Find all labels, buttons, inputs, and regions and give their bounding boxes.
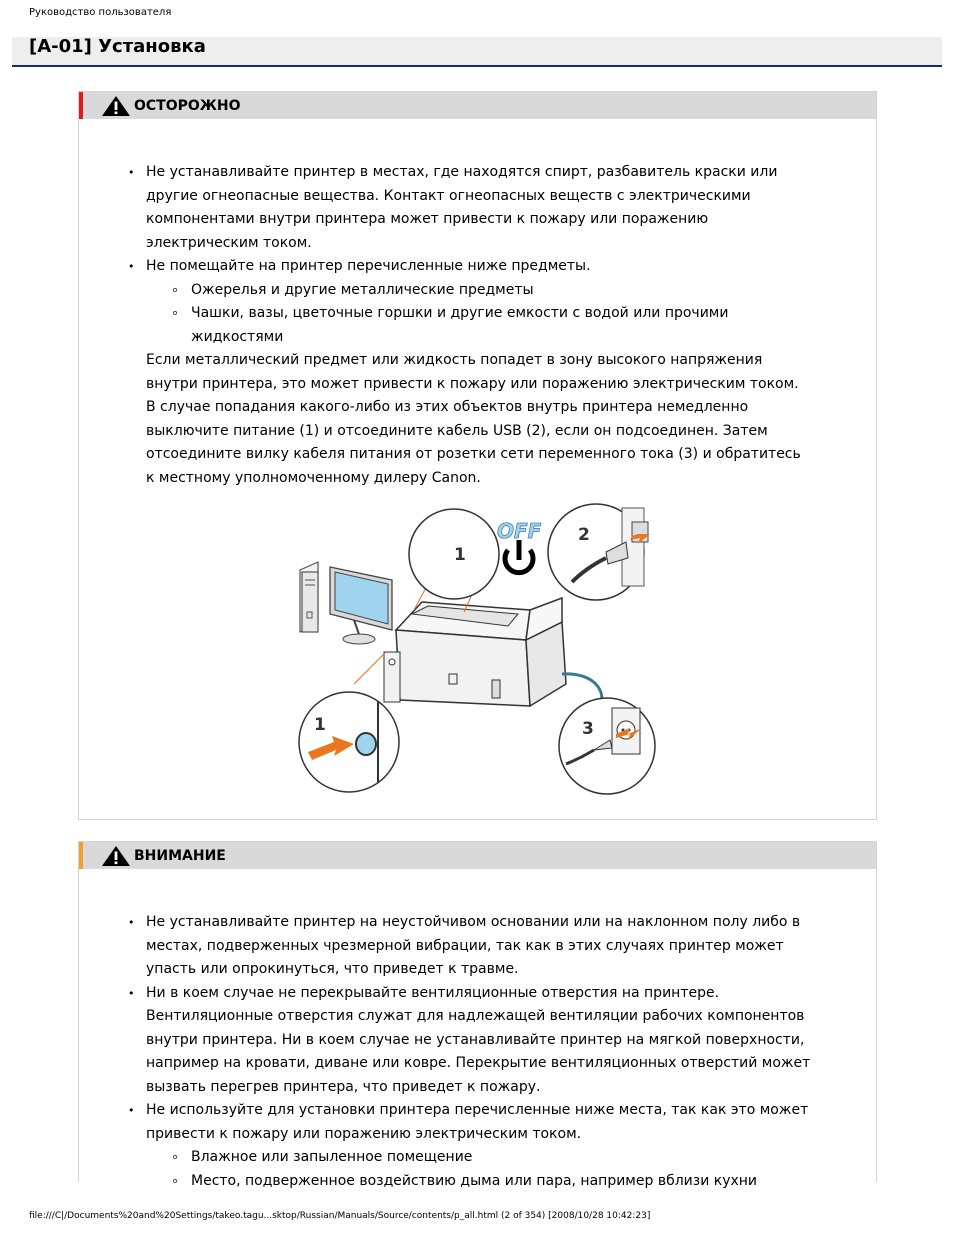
- computer-icon: [300, 562, 392, 644]
- footer-file-path: file:///C|/Documents%20and%20Settings/takeo.tagu...sktop/Russian/Manuals/Source/contents/p_all.html (2 of 354) [2008/10/28 10:42:23]: [29, 1211, 651, 1221]
- callout-wall-outlet: [559, 698, 655, 794]
- warning-triangle-icon: [101, 95, 131, 117]
- attention-accent-bar: [79, 842, 83, 869]
- callout-power-button: [299, 692, 399, 792]
- caution-content: [146, 161, 811, 490]
- warning-triangle-icon: [101, 845, 131, 867]
- power-icon: [505, 540, 533, 573]
- attention-panel: [78, 841, 877, 1189]
- list-item: • Не используйте для установки принтера перечисленные ниже места, так как это может привести к пожару или поражению электрическим током.: [146, 1099, 811, 1146]
- list-item: • Не помещайте на принтер перечисленные ниже предметы.: [146, 255, 811, 279]
- running-header: Руководство пользователя: [29, 7, 172, 18]
- sub-list-item: ∘ Влажное или запыленное помещение: [146, 1146, 811, 1170]
- callout-usb: [548, 504, 650, 600]
- callout-number: 2: [578, 525, 590, 545]
- list-item: • Не устанавливайте принтер в местах, где находятся спирт, разбавитель краски или другие огнеопасные вещества. Контакт огнеопасных веществ с электрическими компонентами внутри принтера может привести к пожару или поражению электрическим током.: [146, 161, 811, 255]
- paragraph: Если металлический предмет или жидкость попадет в зону высокого напряжения внутри принтера, это может привести к пожару или поражению электрическим током.: [146, 352, 799, 392]
- sub-list-item: ∘ Чашки, вазы, цветочные горшки и другие емкости с водой или прочими жидкостями: [146, 302, 811, 349]
- printer-disconnect-illustration: [294, 502, 664, 812]
- attention-header: [79, 842, 876, 869]
- page-title: [A-01] Установка: [29, 36, 206, 57]
- sub-list-item: ∘ Место, подверженное воздействию дыма или пара, например вблизи кухни: [146, 1170, 811, 1194]
- callout-number: 3: [582, 719, 594, 739]
- paragraph: В случае попадания какого-либо из этих объектов внутрь принтера немедленно выключите питание (1) и отсоедините кабель USB (2), если он подсоединен. Затем отсоедините вилку кабеля питания от розетки сети переменного тока (3) и обратитесь к местному уполномоченному дилеру Canon.: [146, 399, 801, 486]
- callout-number: 1: [314, 715, 326, 735]
- caution-header: [79, 92, 876, 119]
- caution-heading: ОСТОРОЖНО: [134, 98, 241, 114]
- list-item: • Не устанавливайте принтер на неустойчивом основании или на наклонном полу либо в местах, подверженных чрезмерной вибрации, так как в этих случаях принтер может упасть или опрокинуться, что приведет к травме.: [146, 911, 811, 982]
- caution-panel: [78, 91, 877, 820]
- list-item: • Ни в коем случае не перекрывайте вентиляционные отверстия на принтере. Вентиляционные отверстия служат для надлежащей вентиляции рабочих компонентов внутри принтера. Ни в коем случае не устанавливайте принтер на мягкой поверхности, например на кровати, диване или ковре. Перекрытие вентиляционных отверстий может вызвать перегрев принтера, что приведет к пожару.: [146, 982, 811, 1100]
- off-label: OFF: [497, 519, 542, 543]
- title-bar: [12, 37, 942, 67]
- callout-number: 1: [454, 545, 466, 565]
- attention-heading: ВНИМАНИЕ: [134, 848, 226, 864]
- caution-accent-bar: [79, 92, 83, 119]
- callout-power-off: [409, 509, 542, 599]
- sub-list-item: ∘ Ожерелья и другие металлические предметы: [146, 279, 811, 303]
- attention-content: [146, 911, 811, 1193]
